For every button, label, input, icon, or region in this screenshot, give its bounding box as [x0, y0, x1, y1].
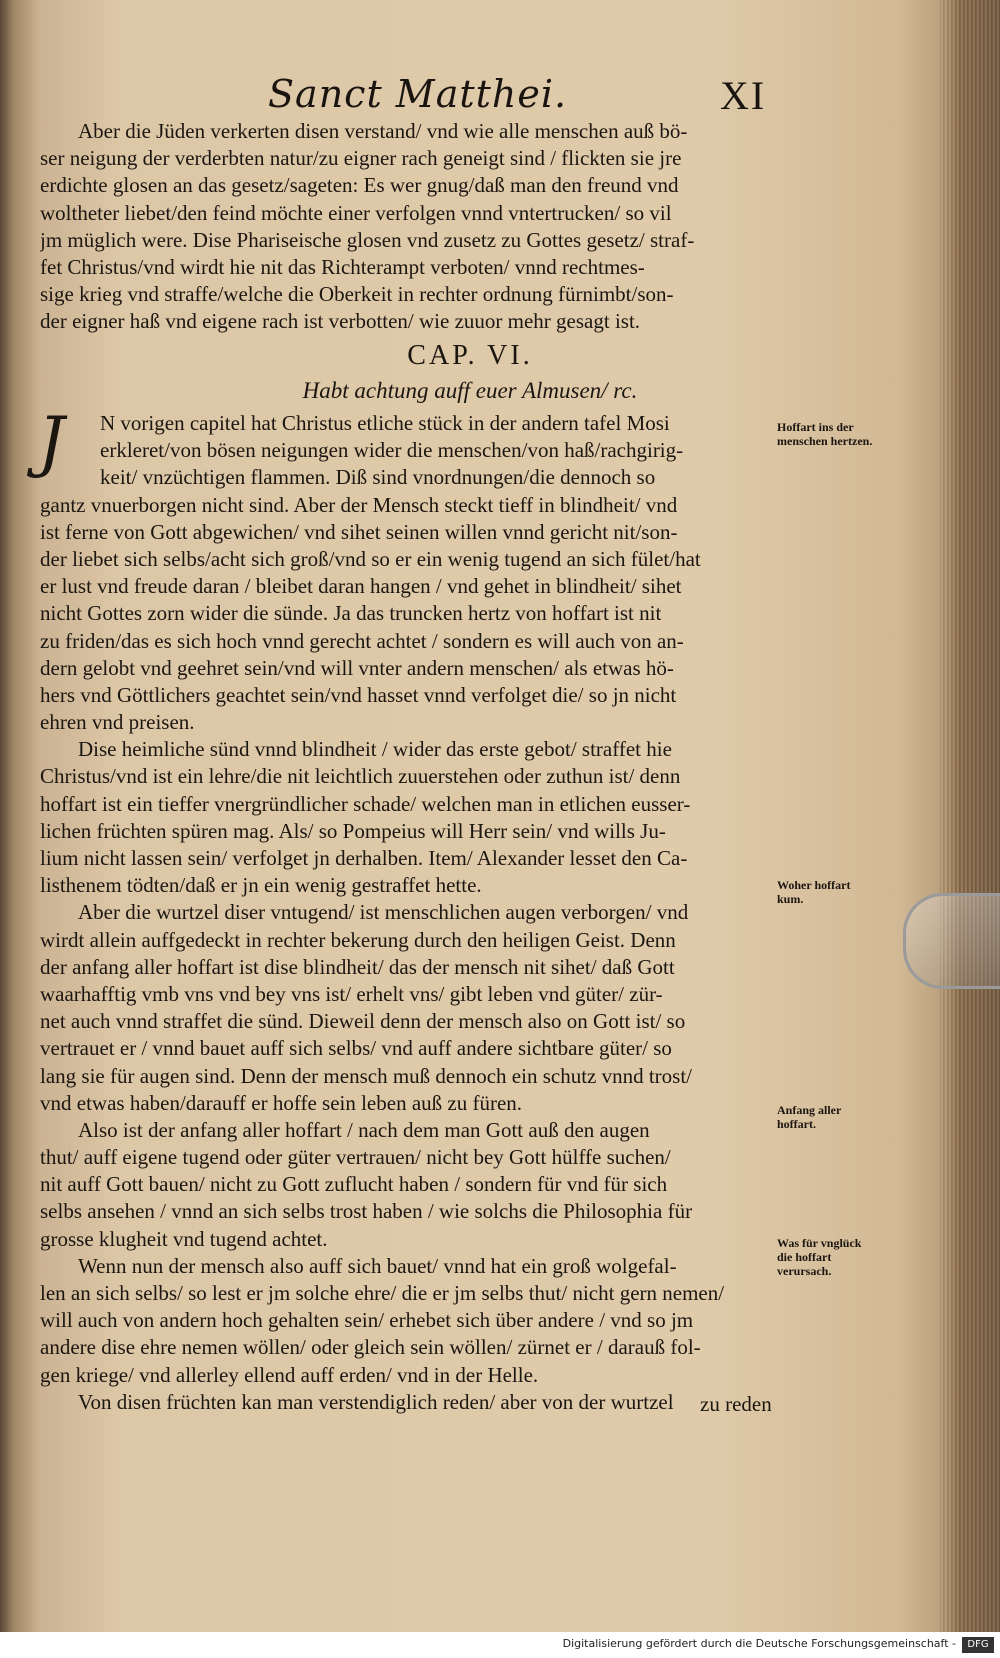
- text-line: will auch von andern hoch gehalten sein/ erhebet sich über andere / vnd so jm: [40, 1308, 694, 1333]
- text-line: zu friden/das es sich hoch vnnd gerecht achtet / sondern es will auch von an-: [40, 628, 684, 653]
- text-line: vertrauet er / vnnd bauet auff sich selbs/ vnd auff andere sichtbare güter/ so: [40, 1036, 672, 1061]
- text-line: Also ist der anfang aller hoffart / nach dem man Gott auß den augen: [78, 1117, 650, 1142]
- text-line: hers vnd Göttlichers geachtet sein/vnd hasset vnnd verfolget die/ so jn nicht: [40, 682, 677, 707]
- text-line: vnd etwas haben/darauff er hoffe sein leben auß zu füren.: [40, 1090, 523, 1115]
- text-line: net auch vnnd straffet die sünd. Dieweil denn der mensch also on Gott ist/ so: [40, 1009, 686, 1034]
- text-line: grosse klugheit vnd tugend achtet.: [40, 1226, 328, 1251]
- text-line: erdichte glosen an das gesetz/sageten: Es wer gnug/daß man den freund vnd: [40, 173, 679, 198]
- text-line: wirdt allein auffgedeckt in rechter bekerung durch den heiligen Geist. Denn: [40, 927, 676, 952]
- text-line: der liebet sich selbs/acht sich groß/vnd so er ein wenig tugend an sich fület/hat: [40, 546, 701, 571]
- text-line: erkleret/von bösen neigungen wider die menschen/von haß/rachgirig-: [100, 438, 684, 463]
- chapter-title: CAP. VI.: [407, 340, 533, 371]
- text-line: andere dise ehre nemen wöllen/ oder gleich sein wöllen/ zürnet er / darauß fol-: [40, 1335, 701, 1360]
- folio-number: XI: [720, 73, 767, 118]
- text-line: len an sich selbs/ so lest er jm solche ehre/ die er jm selbs thut/ nicht gern nemen/: [40, 1281, 725, 1305]
- marginal-note: Was für vnglück die hoffart verursach.: [777, 1236, 862, 1278]
- text-line: hoffart ist ein tieffer vnergründlicher schade/ welchen man in etlichen eusser-: [40, 791, 691, 816]
- text-line: sige krieg vnd straffe/welche die Oberkeit in rechter ordnung fürnimbt/son-: [40, 282, 674, 307]
- text-line: ser neigung der verderbten natur/zu eigner rach geneigt sind / flickten sie jre: [40, 146, 682, 171]
- text-line: Wenn nun der mensch also auff sich bauet/ vnnd hat ein groß wolgefal-: [78, 1253, 677, 1278]
- text-line: lium nicht lassen sein/ verfolget jn derhalben. Item/ Alexander lesset den Ca-: [40, 846, 688, 870]
- text-line: Dise heimliche sünd vnnd blindheit / wider das erste gebot/ straffet hie: [78, 737, 672, 762]
- running-title: Sanct Matthei.: [268, 72, 568, 116]
- digitization-credit: Digitalisierung gefördert durch die Deutsche Forschungsgemeinschaft -: [562, 1637, 956, 1650]
- text-line: waarhafftig vmb vns vnd bey vns ist/ erhelt vns/ gibt leben vnd güter/ zür-: [40, 981, 663, 1006]
- dfg-logo: DFG: [962, 1637, 994, 1653]
- text-line: fet Christus/vnd wirdt hie nit das Richterampt verboten/ vnnd rechtmes-: [40, 254, 645, 279]
- text-line: nit auff Gott bauen/ nicht zu Gott zuflucht haben / sondern für vnd für sich: [40, 1172, 668, 1197]
- text-line: lichen früchten spüren mag. Als/ so Pompeius will Herr sein/ vnd wills Ju-: [40, 818, 666, 843]
- top-paragraph: [40, 118, 780, 336]
- footer-bar: [0, 1632, 1000, 1658]
- text-line: lang sie für augen sind. Denn der mensch muß dennoch ein schutz vnnd trost/: [40, 1063, 693, 1088]
- text-line: Von disen früchten kan man verstendiglich reden/ aber von der wurtzel: [78, 1389, 674, 1414]
- text-line: ist ferne von Gott abgewichen/ vnd sihet seinen willen vnnd gericht nit/son-: [40, 519, 678, 544]
- text-line: Aber die wurtzel diser vntugend/ ist menschlichen augen verborgen/ vnd: [78, 900, 689, 925]
- text-line: nicht Gottes zorn wider die sünde. Ja das truncken hertz von hoffart ist nit: [40, 601, 662, 626]
- page-edges: [940, 0, 1000, 1658]
- text-line: N vorigen capitel hat Christus etliche stück in der andern tafel Mosi: [100, 411, 670, 435]
- text-line: Christus/vnd ist ein lehre/die nit leichtlich zuuerstehen oder zuthun ist/ denn: [40, 764, 681, 789]
- drop-cap: J: [38, 403, 65, 480]
- text-line: gantz vnuerborgen nicht sind. Aber der Mensch steckt tieff in blindheit/ vnd: [40, 492, 678, 517]
- text-line: dern gelobt vnd geehret sein/vnd will vnter andern menschen/ als etwas hö-: [40, 655, 674, 680]
- text-line: woltheter liebet/den feind möchte einer verfolgen vnnd vntertrucken/ so vil: [40, 200, 672, 225]
- text-line: gen kriege/ vnd allerley ellend auff erden/ vnd in der Helle.: [40, 1362, 539, 1387]
- text-line: er lust vnd freude daran / bleibet daran hangen / vnd gehet in blindheit/ sihet: [40, 574, 682, 599]
- text-line: der eigner haß vnd eigene rach ist verbotten/ wie zuuor mehr gesagt ist.: [40, 309, 641, 334]
- text-line: ehren vnd preisen.: [40, 710, 195, 735]
- text-line: listhenem tödten/daß er jn ein wenig gestraffet hette.: [40, 873, 482, 898]
- chapter-subtitle: Habt achtung auff euer Almusen/ rc.: [302, 378, 638, 403]
- text-line: keit/ vnzüchtigen flammen. Diß sind vnordnungen/die dennoch so: [100, 465, 656, 490]
- page-clip: [903, 893, 1000, 989]
- marginal-note: Hoffart ins der menschen hertzen.: [777, 420, 873, 448]
- text-line: thut/ auff eigene tugend oder güter vertrauen/ nicht bey Gott hülffe suchen/: [40, 1145, 671, 1170]
- catchword: zu reden: [700, 1392, 772, 1416]
- marginal-note: Anfang aller hoffart.: [777, 1103, 842, 1131]
- main-text: [38, 403, 780, 1416]
- text-line: der anfang aller hoffart ist dise blindheit/ das der mensch nit sihet/ daß Gott: [40, 954, 675, 979]
- text-line: Aber die Jüden verkerten disen verstand/ vnd wie alle menschen auß bö-: [78, 119, 688, 143]
- marginal-note: Woher hoffart kum.: [777, 878, 851, 906]
- text-line: selbs ansehen / vnnd an sich selbs trost haben / wie solchs die Philosophia für: [40, 1199, 693, 1224]
- text-line: jm müglich were. Dise Phariseische glosen vnd zusetz zu Gottes gesetz/ straf-: [40, 227, 695, 252]
